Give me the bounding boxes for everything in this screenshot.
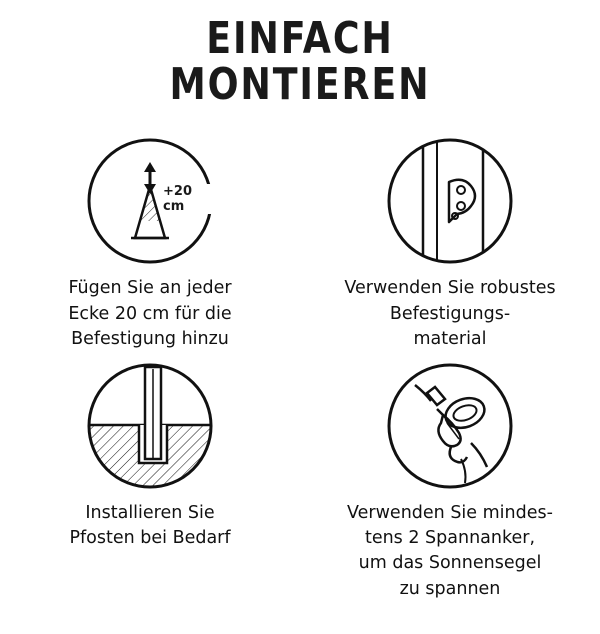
caption-line: Pfosten bei Bedarf: [69, 527, 231, 548]
caption-line: Befestigungs-: [389, 303, 511, 324]
caption-line: tens 2 Spannanker,: [364, 527, 536, 548]
corner-allowance-icon: [87, 138, 213, 264]
step-item-3: [0, 363, 300, 603]
steps-grid: [0, 138, 600, 602]
post-in-ground-icon: [87, 363, 213, 489]
caption-line: Ecke 20 cm für die: [68, 303, 232, 324]
caption-line: Installieren Sie: [85, 502, 215, 523]
caption-line: material: [413, 329, 487, 350]
corner-allowance-label: +20 cm: [161, 184, 213, 214]
step-caption-1: [68, 276, 231, 352]
caption-line: Verwenden Sie robustes: [344, 278, 556, 299]
step-item-1: [0, 138, 300, 352]
step-caption-4: [347, 501, 553, 603]
caption-line: Verwenden Sie mindes-: [347, 502, 553, 523]
caption-line: um das Sonnensegel: [358, 553, 542, 574]
caption-line: zu spannen: [399, 578, 501, 599]
caption-line: Befestigung hinzu: [71, 329, 229, 350]
tensioner-icon: [387, 363, 513, 489]
step-caption-3: [69, 501, 230, 552]
step-item-4: [300, 363, 600, 603]
caption-line: Fügen Sie an jeder: [68, 278, 232, 299]
step-caption-2: [344, 276, 555, 352]
page-title-line-1: EINFACH: [206, 13, 394, 64]
step-item-2: [300, 138, 600, 352]
page-title: [0, 0, 600, 111]
page-title-line-2: MONTIEREN: [169, 59, 431, 111]
wall-bracket-icon: [387, 138, 513, 264]
